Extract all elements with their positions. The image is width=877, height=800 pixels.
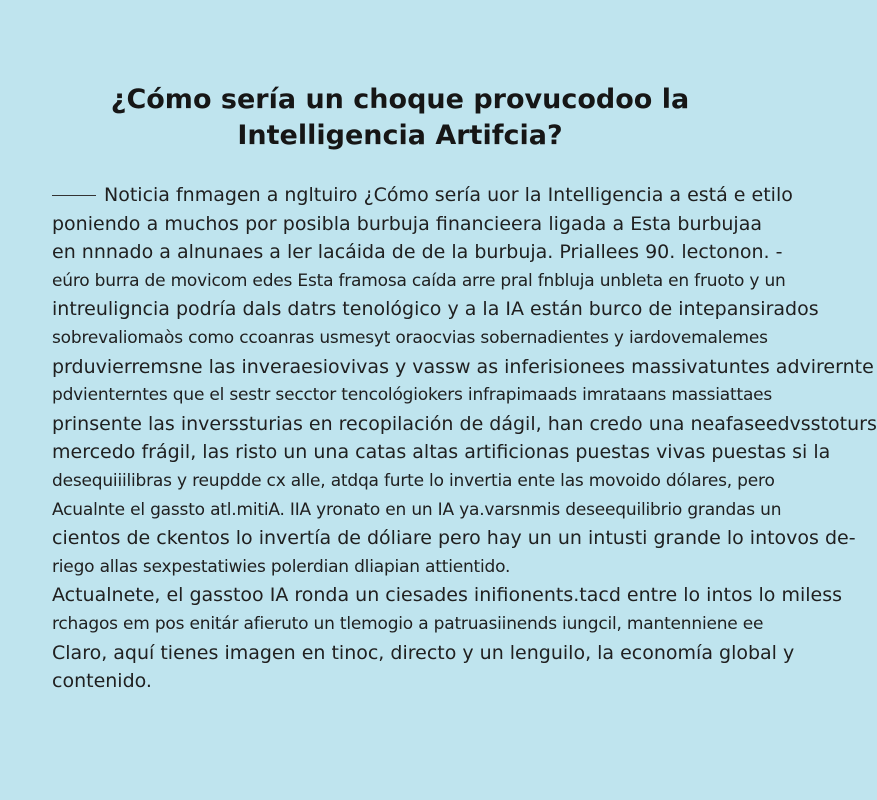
body-line: en nnnado a alnunaes a ler lacáida de de la burbuja. Priallees 90. lectonon. - <box>52 241 783 264</box>
body-line: contenido. <box>52 670 152 693</box>
body-line: mercedo frágil, las risto un una catas altas artificionas puestas vivas puestas si la <box>52 441 831 464</box>
body-line: desequiiilibras y reupdde cx alle, atdqa furte lo invertia ente las movoido dólares, pero <box>52 470 775 491</box>
body-line: cientos de ckentos lo invertía de dóliare pero hay un un intusti grande lo intovos de- <box>52 527 856 550</box>
body-line: riego allas sexpestatiwies polerdian dliapian attientido. <box>52 556 511 577</box>
body-line: Actualnete, el gasstoo IA ronda un ciesades inifionents.tacd entre lo intos lo miless <box>52 584 843 607</box>
body-line-text: Noticia fnmagen a ngltuiro ¿Cómo sería uor la Intelligencia a está e etilo <box>104 184 793 206</box>
title-line-1: ¿Cómo sería un choque provucodoo la <box>110 84 690 115</box>
body-line: eúro burra de movicom edes Esta framosa caída arre pral fnbluja unbleta en fruoto y un <box>52 270 786 291</box>
body-line: rchagos em pos enitár afieruto un tlemogio a patruasiinends iungcil, mantenniene ee <box>52 613 764 634</box>
body-line: prinsente las inverssturias en recopilación de dágil, han credo una neafaseedvsstoturs <box>52 412 877 435</box>
title-line-2: Intelligencia Artifcia? <box>237 120 563 151</box>
body-line: poniendo a muchos por posibla burbuja financieera ligada a Esta burbujaa <box>52 212 762 235</box>
dash-rule <box>52 195 96 196</box>
body-line: prduvierremsne las inveraesiovivas y vassw as inferisionees massivatuntes advirernte <box>52 355 874 378</box>
article-title <box>0 82 800 154</box>
body-line: intreuligncia podría dals datrs tenológico y a la IA están burco de intepansirados <box>52 298 819 321</box>
body-line: Claro, aquí tienes imagen en tinoc, directo y un lenguilo, la economía global y <box>52 641 795 664</box>
body-line: Acualnte el gassto atl.mitiA. IIA yronato en un IA ya.varsnmis deseequilibrio grandas un <box>52 499 782 520</box>
body-line: sobrevaliomaòs como ccoanras usmesyt oraocvias sobernadientes y iardovemalemes <box>52 327 768 348</box>
body-line <box>52 181 793 210</box>
article-body <box>52 181 877 696</box>
body-line: pdvienterntes que el sestr secctor tencológiokers infrapimaads imrataans massiattaes <box>52 385 773 406</box>
